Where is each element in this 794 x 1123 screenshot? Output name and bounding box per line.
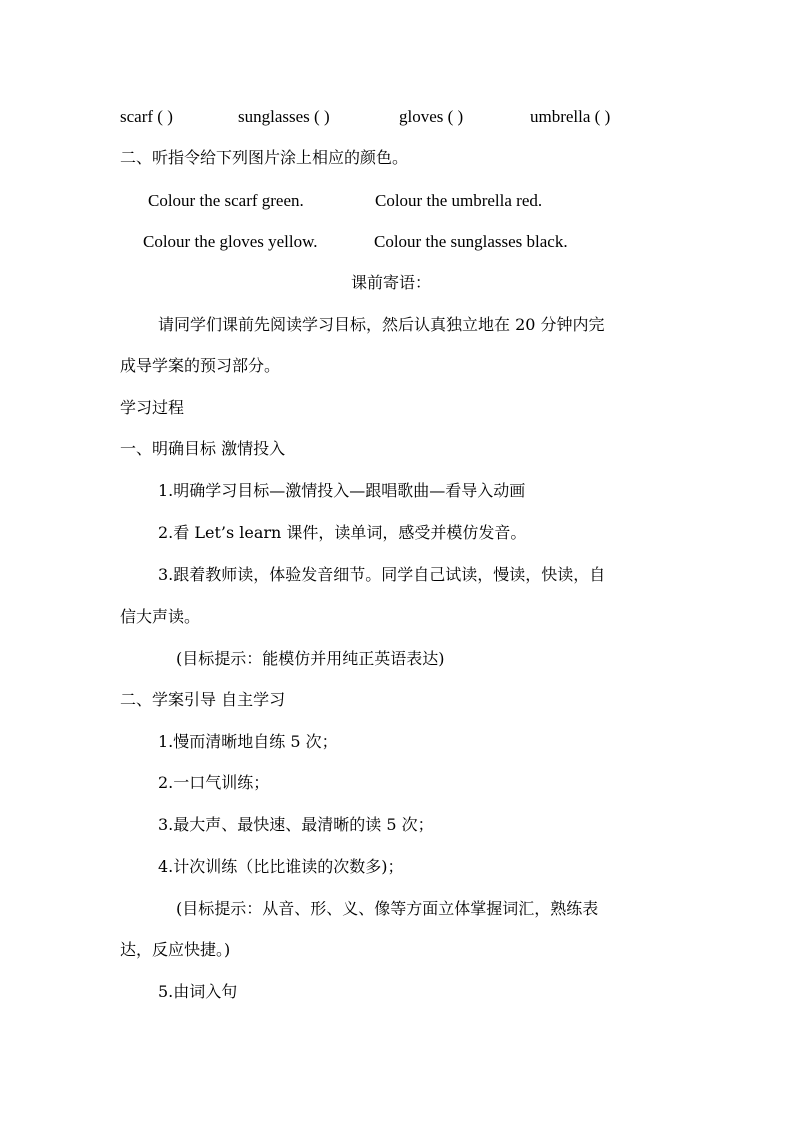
step2-item-3: 3.最大声、最快速、最清晰的读 5 次； bbox=[158, 815, 434, 834]
instruction-umbrella-red: Colour the umbrella red. bbox=[375, 191, 543, 210]
step1-title: 一、明确目标 激情投入 bbox=[120, 439, 286, 458]
step1-hint: (目标提示：能模仿并用纯正英语表达) bbox=[176, 649, 445, 668]
instruction-row-1 bbox=[0, 190, 794, 212]
step1-item-3-line-1: 3.跟着教师读，体验发音细节。同学自己试读，慢读，快读，自 bbox=[158, 565, 606, 584]
instruction-gloves-yellow: Colour the gloves yellow. bbox=[143, 232, 318, 251]
vocab-umbrella: umbrella ( ) bbox=[530, 107, 611, 126]
step2-item-4: 4.计次训练（比比谁读的次数多)； bbox=[158, 857, 404, 876]
step2-item-1: 1.慢而清晰地自练 5 次； bbox=[158, 732, 338, 751]
instruction-scarf-green: Colour the scarf green. bbox=[148, 191, 304, 210]
preclass-para-line-2: 成导学案的预习部分。 bbox=[120, 356, 281, 375]
instruction-sunglasses-black: Colour the sunglasses black. bbox=[374, 232, 568, 251]
instruction-row-2 bbox=[0, 231, 794, 253]
vocab-sunglasses: sunglasses ( ) bbox=[238, 107, 330, 126]
preclass-para-line-1: 请同学们课前先阅读学习目标，然后认真独立地在 20 分钟内完 bbox=[158, 315, 605, 334]
step1-item-3-line-2: 信大声读。 bbox=[120, 607, 201, 626]
vocab-row bbox=[0, 106, 794, 128]
step2-item-2: 2.一口气训练； bbox=[158, 773, 270, 792]
step1-item-1: 1.明确学习目标—激情投入—跟唱歌曲—看导入动画 bbox=[158, 481, 526, 500]
step1-item-2: 2.看 Let’s learn 课件，读单词，感受并模仿发音。 bbox=[158, 523, 527, 542]
step2-item-5: 5.由词入句 bbox=[158, 982, 238, 1001]
step2-title: 二、学案引导 自主学习 bbox=[120, 690, 286, 709]
vocab-scarf: scarf ( ) bbox=[120, 107, 173, 126]
step2-hint-line-1: (目标提示：从音、形、义、像等方面立体掌握词汇，熟练表 bbox=[176, 899, 599, 918]
section2-title: 二、听指令给下列图片涂上相应的颜色。 bbox=[120, 148, 409, 167]
process-heading: 学习过程 bbox=[120, 398, 185, 417]
vocab-gloves: gloves ( ) bbox=[399, 107, 464, 126]
preclass-heading: 课前寄语： bbox=[351, 273, 432, 292]
step2-hint-line-2: 达，反应快捷。) bbox=[120, 940, 231, 959]
